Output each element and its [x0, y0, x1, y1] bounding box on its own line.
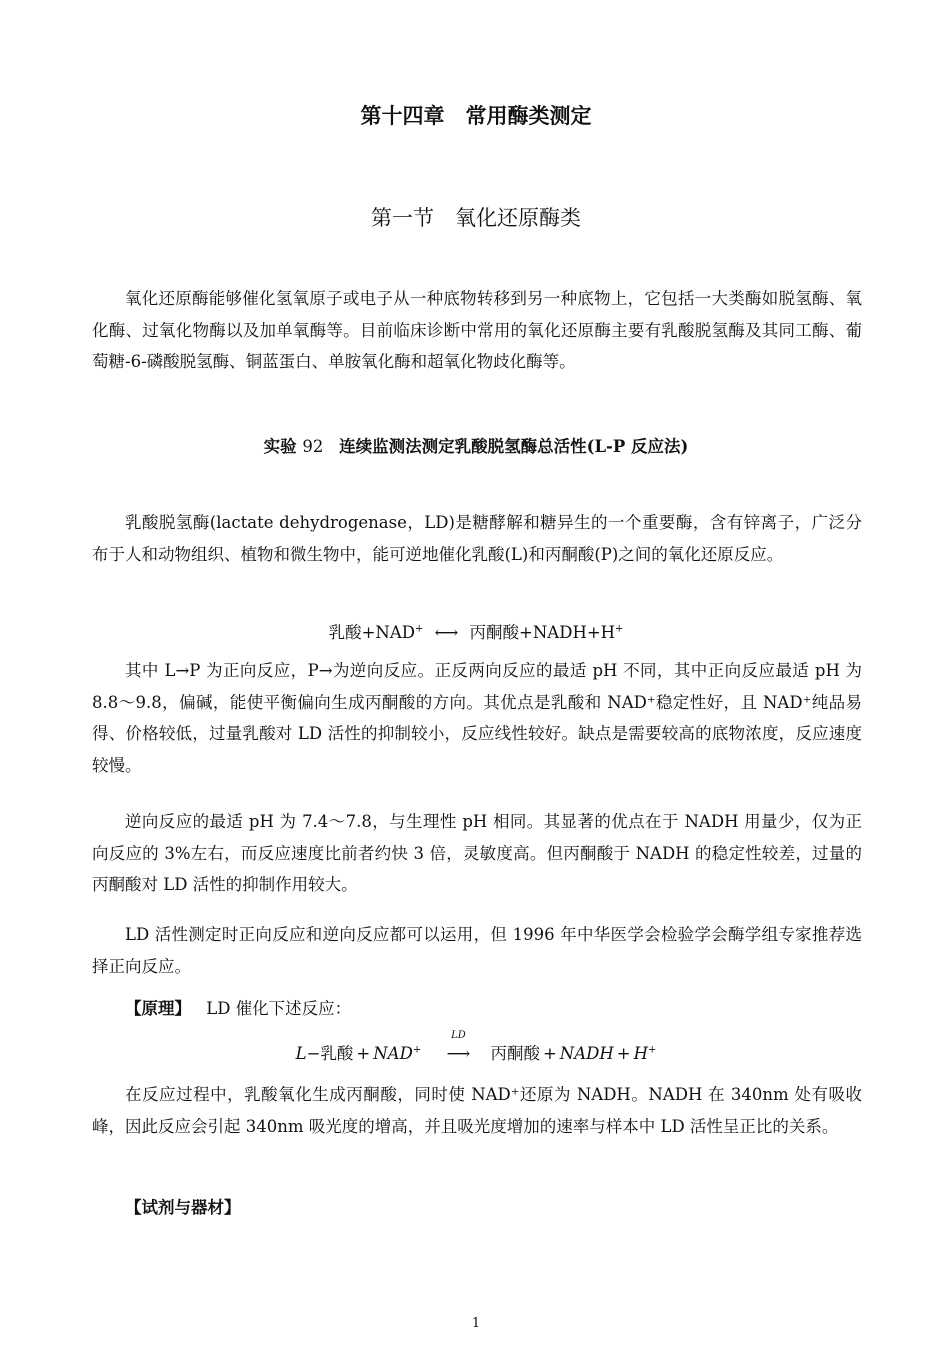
- reversible-arrow: ⟷: [434, 623, 459, 642]
- reverse-reaction-paragraph: 逆向反应的最适 pH 为 7.4～7.8，与生理性 pH 相同。其显著的优点在于 NADH 用量少，仅为正向反应的 3%左右，而反应速度比前者约快 3 倍，灵敏度高。但丙酮酸于 NADH 的稳定性较差，过量的丙酮酸对 LD 活性的抑制作用较大。: [92, 812, 862, 894]
- catalysis-arrow-glyph: ⟶: [446, 1044, 471, 1063]
- eq2-plus1: +: [356, 1044, 371, 1063]
- section-title: 第一节 氧化还原酶类: [371, 206, 581, 230]
- experiment-number: 92: [302, 437, 324, 456]
- eq2-plus2: +: [542, 1044, 557, 1063]
- experiment-name: 连续监测法测定乳酸脱氢酶总活性(L-P 反应法): [339, 437, 689, 456]
- experiment-title: [0, 433, 952, 457]
- reagents-heading: [92, 1192, 862, 1224]
- equation-left: 乳酸+NAD: [328, 623, 415, 642]
- experiment-label: 实验: [263, 437, 297, 456]
- reagents-label: 【试剂与器材】: [125, 1198, 241, 1217]
- eq2-nad-sup: +: [412, 1044, 422, 1056]
- principle-label: 【原理】: [125, 999, 191, 1018]
- intro-paragraph: 氧化还原酶能够催化氢氧原子或电子从一种底物转移到另一种底物上，它包括一大类酶如脱氢酶、氧化酶、过氧化物酶以及加单氧酶等。目前临床诊断中常用的氧化还原酶主要有乳酸脱氢酶及其同工酶、葡萄糖-6-磷酸脱氢酶、铜蓝蛋白、单胺氧化酶和超氧化物歧化酶等。: [92, 289, 862, 371]
- principle-line: [92, 993, 862, 1025]
- recommendation-paragraph: LD 活性测定时正向反应和逆向反应都可以运用，但 1996 年中华医学会检验学会酶学组专家推荐选择正向反应。: [92, 925, 862, 976]
- eq2-lactate: 乳酸: [320, 1044, 354, 1063]
- equation-left-sup: +: [414, 623, 424, 635]
- eq2-h-sup: +: [648, 1044, 657, 1056]
- equation-right: 丙酮酸+NADH+H: [469, 623, 616, 642]
- eq2-nadh: NADH: [559, 1044, 614, 1063]
- eq2-h: H: [633, 1044, 648, 1063]
- eq2-dash: −: [306, 1044, 321, 1063]
- eq2-nad: NAD: [373, 1044, 413, 1063]
- equation-ld-catalysis: [0, 1030, 952, 1064]
- equation-right-sup: +: [615, 623, 624, 635]
- eq2-pyruvate: 丙酮酸: [490, 1044, 540, 1063]
- catalysis-arrow-label: LD: [451, 1030, 466, 1041]
- eq2-plus3: +: [616, 1044, 631, 1063]
- forward-reaction-paragraph: 其中 L→P 为正向反应，P→为逆向反应。正反两向反应的最适 pH 不同，其中正向反应最适 pH 为 8.8～9.8，偏碱，能使平衡偏向生成丙酮酸的方向。其优点是乳酸和 NAD⁺稳定性好，且 NAD⁺纯品易得、价格较低，过量乳酸对 LD 活性的抑制较小，反应线性较好。缺点是需要较高的底物浓度，反应速度较慢。: [92, 661, 862, 775]
- principle-text: LD 催化下述反应：: [206, 999, 352, 1018]
- reaction-process-paragraph: 在反应过程中，乳酸氧化生成丙酮酸，同时使 NAD⁺还原为 NADH。NADH 在 340nm 处有吸收峰，因此反应会引起 340nm 吸光度的增高，并且吸光度增加的速率与样本中 LD 活性呈正比的关系。: [92, 1085, 862, 1136]
- chapter-title: 第十四章 常用酶类测定: [360, 104, 592, 128]
- catalysis-arrow: [430, 1030, 486, 1063]
- page-number: 1: [471, 1316, 481, 1331]
- eq2-l: L: [295, 1044, 307, 1063]
- ld-paragraph: 乳酸脱氢酶(lactate dehydrogenase，LD)是糖酵解和糖异生的一个重要酶，含有锌离子，广泛分布于人和动物组织、植物和微生物中，能可逆地催化乳酸(L)和丙酮酸(P)之间的氧化还原反应。: [92, 513, 862, 564]
- equation-reversible: [0, 619, 952, 643]
